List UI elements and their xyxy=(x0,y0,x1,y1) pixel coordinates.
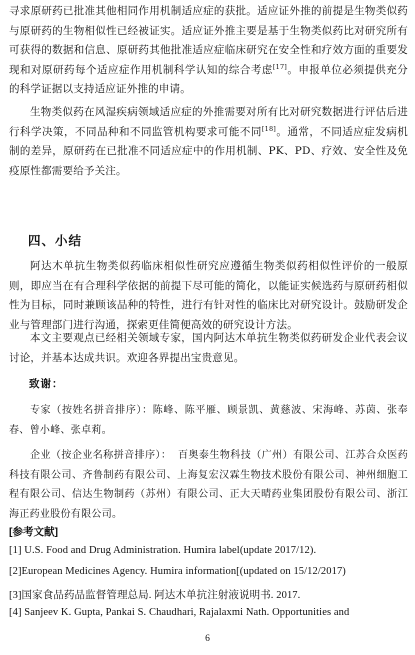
reference-item-3: [3]国家食品药品监督管理总局. 阿达木单抗注射液说明书. 2017. xyxy=(9,590,301,601)
paragraph-text: 寻求原研药已批准其他相同作用机制适应症的获批。适应证外推的前提是生物类似药与原研药的生物相似性已经被证实。适应证外推主要是基于生物类似药比对研究所有可获得的数据和信息、原研药其他批准适应症临床研究在安全性和疗效方面的重要发现和对原研药每个适应症作用机制科学认知的综合考虑 xyxy=(9,5,408,76)
acknowledgement-title: 致谢： xyxy=(29,378,64,390)
citation-18: [18] xyxy=(261,124,277,133)
reference-item-2: [2]European Medicines Agency. Humira information[(updated on 15/12/2017) xyxy=(9,566,346,577)
paragraph-text-tail: 。通常，不同适应症发病机制的差异，原研药在已批准不同适应症中的作用机制、PK、PD、疗效、安全性及免疫原性都需要给予关注。 xyxy=(9,125,408,177)
paragraph-extrapolation xyxy=(9,2,408,100)
paragraph-consensus: 本文主要观点已经相关领域专家，国内阿达木单抗生物类似药研发企业代表会议讨论，并基本达成共识。欢迎各界提出宝贵意见。 xyxy=(9,332,408,364)
acknowledgement-experts: 专家（按姓名拼音排序）：陈峰、陈平雁、顾景凯、黄慈波、宋海峰、苏茵、张奉春、曾小峰、张卓莉。 xyxy=(9,405,408,436)
citation-17: [17] xyxy=(272,62,288,71)
paragraph-text: 生物类似药在风湿疾病领域适应症的外推需要对所有比对研究数据进行评估后进行科学决策，不同品种和不同监管机构要求可能不同 xyxy=(9,106,408,138)
reference-item-1: [1] U.S. Food and Drug Administration. Humira label(update 2017/12). xyxy=(9,545,317,556)
references-title: [参考文献] xyxy=(9,526,58,538)
paragraph-text-tail: 。申报单位必须提供充分的科学证据以支持适应证外推的申请。 xyxy=(9,63,408,96)
acknowledgement-companies: 企业（按企业名称拼音排序）： 百奥泰生物科技（广州）有限公司、江苏合众医药科技有限公司、齐鲁制药有限公司、上海复宏汉霖生物技术股份有限公司、神州细胞工程有限公司、信达生物制药（苏州）有限公司、正大天晴药业集团股份有限公司、浙江海正药业股份有限公司。 xyxy=(9,450,408,520)
page-number: 6 xyxy=(205,634,210,644)
paragraph-rheumatic-extrapolation xyxy=(9,103,408,181)
reference-item-4: [4] Sanjeev K. Gupta, Pankai S. Chaudhari, Rajalaxmi Nath. Opportunities and xyxy=(9,607,350,618)
paragraph-summary: 阿达木单抗生物类似药临床相似性研究应遵循生物类似药相似性评价的一般原则，即应当在有合理科学依据的前提下尽可能的简化，以能证实候选药与原研药相似性为目标，同时兼顾该品种的特性，进行有针对性的临床比对研究设计。鼓励研发企业与管理部门进行沟通，探索更佳简便高效的研究设计方法。 xyxy=(9,260,408,331)
section-heading-summary: 四、小结 xyxy=(28,233,83,248)
